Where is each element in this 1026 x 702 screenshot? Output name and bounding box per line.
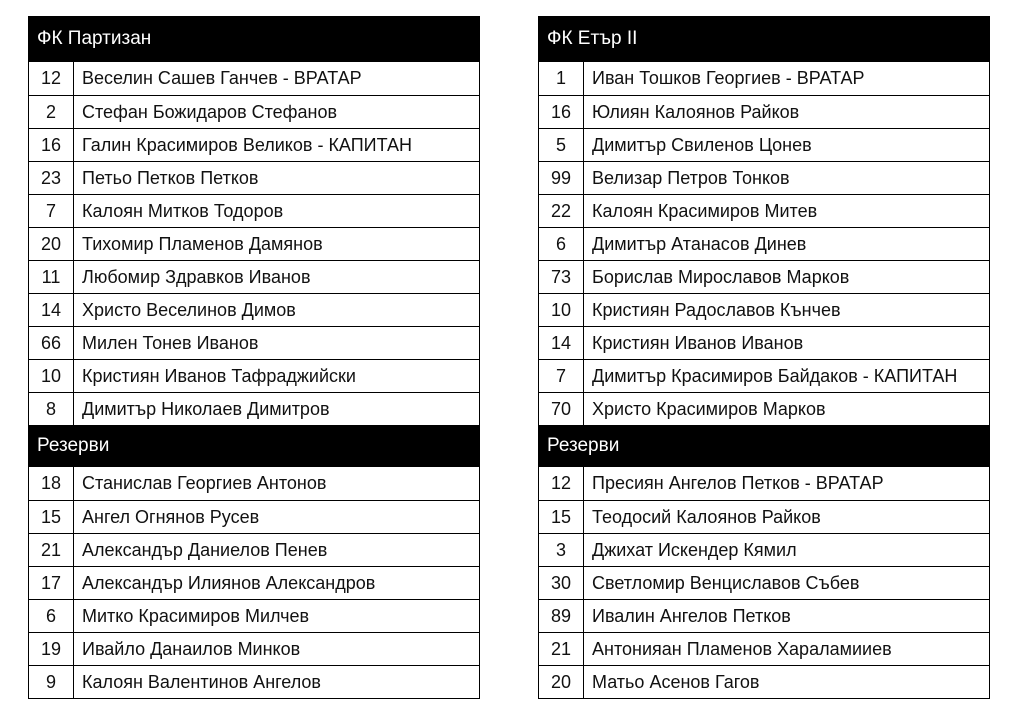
- player-name: Тихомир Пламенов Дамянов: [82, 233, 323, 254]
- player-row: [539, 599, 989, 632]
- starters-list: [539, 62, 989, 425]
- player-row: [29, 500, 479, 533]
- player-row: [539, 326, 989, 359]
- player-row: [539, 566, 989, 599]
- player-row: [539, 392, 989, 425]
- player-number: 10: [29, 360, 74, 392]
- player-row: [29, 62, 479, 95]
- player-name: Ангел Огнянов Русев: [82, 506, 260, 527]
- player-name: Ивалин Ангелов Петков: [592, 605, 791, 626]
- player-row: [29, 599, 479, 632]
- player-number: 12: [539, 467, 584, 500]
- player-row: [29, 665, 479, 698]
- player-number: 20: [539, 666, 584, 698]
- player-name: Кристиян Иванов Тафраджийски: [82, 365, 356, 386]
- player-name: Любомир Здравков Иванов: [82, 266, 311, 287]
- player-number: 14: [29, 294, 74, 326]
- player-number: 73: [539, 261, 584, 293]
- player-number: 23: [29, 162, 74, 194]
- player-name: Веселин Сашев Ганчев - ВРАТАР: [82, 68, 362, 88]
- player-number: 21: [539, 633, 584, 665]
- player-row: [539, 227, 989, 260]
- player-row: [539, 632, 989, 665]
- player-row: [539, 260, 989, 293]
- player-number: 1: [539, 62, 584, 95]
- player-row: [29, 359, 479, 392]
- player-number: 5: [539, 129, 584, 161]
- team-lineup-partizan: [28, 16, 480, 699]
- player-name: Калоян Валентинов Ангелов: [82, 671, 321, 692]
- player-number: 22: [539, 195, 584, 227]
- player-name: Христо Красимиров Марков: [592, 398, 826, 419]
- player-number: 17: [29, 567, 74, 599]
- player-name: Христо Веселинов Димов: [82, 299, 296, 320]
- team-lineup-etar: [538, 16, 990, 699]
- player-name: Светломир Венциславов Събев: [592, 572, 860, 593]
- player-number: 99: [539, 162, 584, 194]
- player-name: Димитър Николаев Димитров: [82, 398, 330, 419]
- player-row: [29, 533, 479, 566]
- player-name: Димитър Атанасов Динев: [592, 233, 807, 254]
- player-name: Стефан Божидаров Стефанов: [82, 101, 338, 122]
- player-number: 11: [29, 261, 74, 293]
- player-row: [539, 467, 989, 500]
- player-row: [29, 161, 479, 194]
- player-number: 16: [539, 96, 584, 128]
- player-number: 66: [29, 327, 74, 359]
- player-number: 30: [539, 567, 584, 599]
- player-name: Калоян Красимиров Митев: [592, 200, 818, 221]
- player-number: 3: [539, 534, 584, 566]
- player-row: [539, 161, 989, 194]
- player-row: [29, 95, 479, 128]
- player-row: [29, 632, 479, 665]
- player-number: 6: [29, 600, 74, 632]
- player-name: Кристиян Радославов Кънчев: [592, 299, 841, 320]
- player-number: 18: [29, 467, 74, 500]
- player-row: [539, 359, 989, 392]
- player-name: Димитър Красимиров Байдаков - КАПИТАН: [592, 365, 958, 386]
- reserves-header: Резерви: [539, 425, 989, 467]
- reserves-header: Резерви: [29, 425, 479, 467]
- player-number: 6: [539, 228, 584, 260]
- player-number: 20: [29, 228, 74, 260]
- player-row: [29, 566, 479, 599]
- reserves-list: [29, 467, 479, 698]
- player-row: [29, 128, 479, 161]
- player-row: [29, 194, 479, 227]
- player-name: Митко Красимиров Милчев: [82, 605, 310, 626]
- player-number: 10: [539, 294, 584, 326]
- player-number: 9: [29, 666, 74, 698]
- player-name: Пресиян Ангелов Петков - ВРАТАР: [592, 473, 884, 493]
- player-number: 70: [539, 393, 584, 425]
- player-name: Ивайло Данаилов Минков: [82, 638, 301, 659]
- player-row: [539, 194, 989, 227]
- player-name: Димитър Свиленов Цонев: [592, 134, 812, 155]
- player-number: 19: [29, 633, 74, 665]
- player-name: Матьо Асенов Гагов: [592, 671, 760, 692]
- player-name: Джихат Искендер Кямил: [592, 539, 797, 560]
- player-number: 89: [539, 600, 584, 632]
- player-name: Велизар Петров Тонков: [592, 167, 790, 188]
- player-name: Кристиян Иванов Иванов: [592, 332, 804, 353]
- player-row: [539, 500, 989, 533]
- reserves-list: [539, 467, 989, 698]
- player-name: Петьо Петков Петков: [82, 167, 259, 188]
- player-name: Галин Красимиров Великов - КАПИТАН: [82, 134, 413, 155]
- player-name: Александър Илиянов Александров: [82, 572, 376, 593]
- player-name: Калоян Митков Тодоров: [82, 200, 284, 221]
- player-number: 7: [29, 195, 74, 227]
- player-row: [29, 260, 479, 293]
- player-row: [539, 95, 989, 128]
- player-row: [539, 533, 989, 566]
- player-number: 15: [539, 501, 584, 533]
- player-number: 12: [29, 62, 74, 95]
- player-row: [29, 326, 479, 359]
- player-number: 16: [29, 129, 74, 161]
- player-row: [539, 293, 989, 326]
- player-row: [539, 62, 989, 95]
- player-name: Юлиян Калоянов Райков: [592, 101, 800, 122]
- player-number: 2: [29, 96, 74, 128]
- player-number: 15: [29, 501, 74, 533]
- team-name-header: ФК Партизан: [29, 16, 479, 62]
- player-name: Станислав Георгиев Антонов: [82, 473, 327, 493]
- player-name: Милен Тонев Иванов: [82, 332, 259, 353]
- player-number: 21: [29, 534, 74, 566]
- player-row: [29, 392, 479, 425]
- player-name: Иван Тошков Георгиев - ВРАТАР: [592, 68, 865, 88]
- player-name: Антонияан Пламенов Хараламииев: [592, 638, 892, 659]
- player-name: Александър Даниелов Пенев: [82, 539, 328, 560]
- player-name: Борислав Мирославов Марков: [592, 266, 850, 287]
- team-name-header: ФК Етър II: [539, 16, 989, 62]
- player-number: 14: [539, 327, 584, 359]
- starters-list: [29, 62, 479, 425]
- player-row: [29, 467, 479, 500]
- player-name: Теодосий Калоянов Райков: [592, 506, 821, 527]
- player-number: 7: [539, 360, 584, 392]
- player-row: [539, 665, 989, 698]
- player-row: [539, 128, 989, 161]
- player-row: [29, 227, 479, 260]
- player-row: [29, 293, 479, 326]
- player-number: 8: [29, 393, 74, 425]
